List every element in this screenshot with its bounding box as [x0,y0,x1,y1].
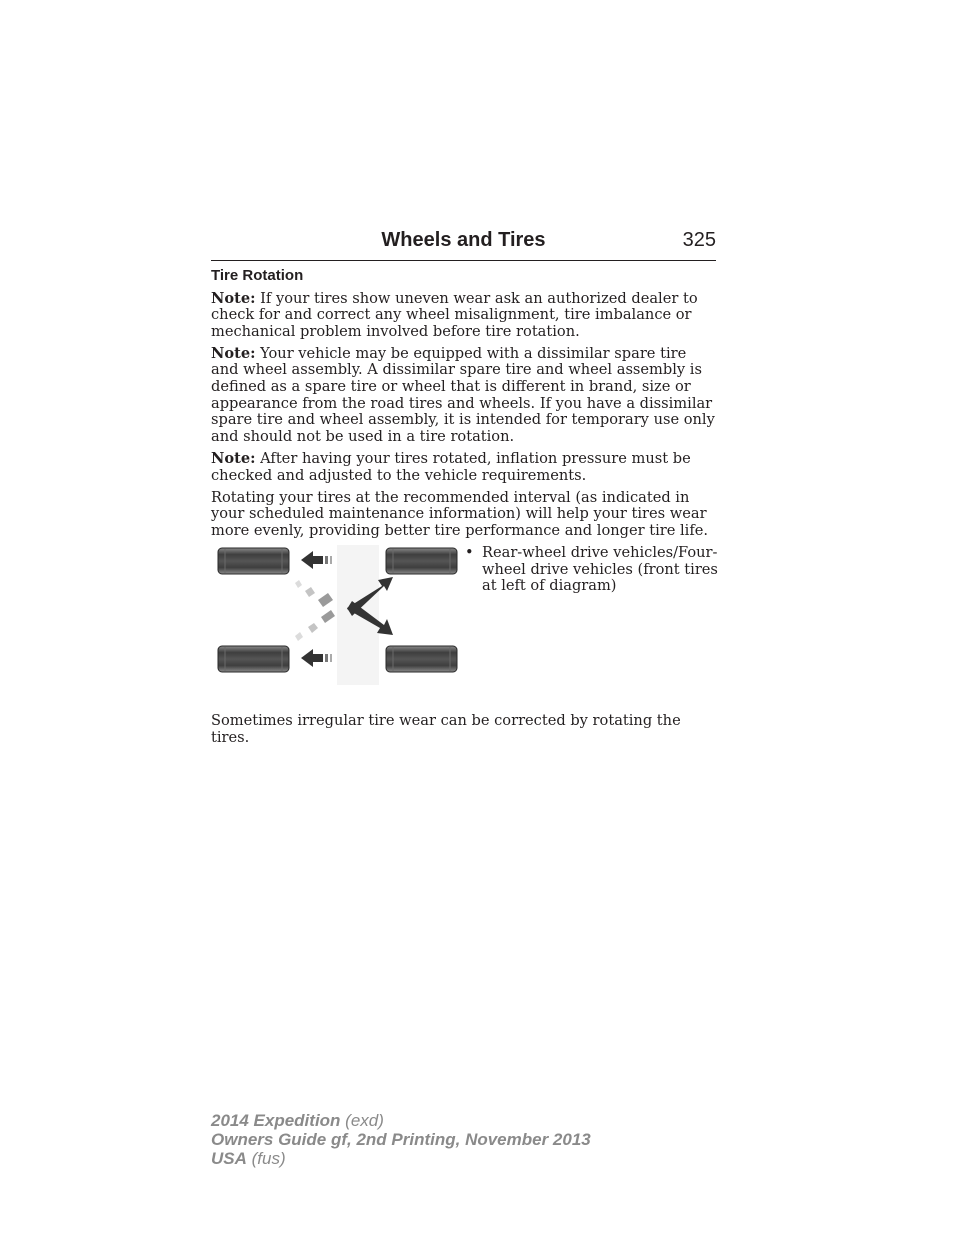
closing-paragraph: Sometimes irregular tire wear can be corrected by rotating the tires. [211,712,681,746]
tire-rear-left-icon [386,548,457,574]
arrow-rear-to-front-top-icon [301,551,332,569]
tire-rotation-diagram [217,545,459,685]
footer-model-code: (exd) [340,1111,384,1130]
footer-guide: Owners Guide gf, 2nd Printing, November 2013 [211,1130,591,1149]
rotation-figure [211,545,718,695]
note-text: After having your tires rotated, inflation pressure must be checked and adjusted to the vehicle requirements. [211,449,691,484]
note-paragraph [211,451,718,484]
section-heading: Tire Rotation [211,267,304,284]
bullet-item [465,545,725,595]
footer-model: 2014 Expedition [211,1111,341,1130]
footer-line-region [211,1149,591,1168]
note-text: If your tires show uneven wear ask an authorized dealer to check for and correct any wheel misalignment, tire imbalance or mechanical problem involved before tire rotation. [211,289,698,340]
footer-region-code: (fus) [246,1149,286,1168]
page-footer [211,1111,591,1168]
footer-region: USA [211,1149,247,1168]
bullet-text: Rear-wheel drive vehicles/Four-wheel drive vehicles (front tires at left of diagram) [482,543,718,595]
chapter-title: Wheels and Tires [381,229,546,251]
note-text: Your vehicle may be equipped with a dissimilar spare tire and wheel assembly. A dissimilar spare tire and wheel assembly is defined as a spare tire or wheel that is different in brand, size or appearance from the road tires and wheels. If you have a dissimilar spare tire and wheel assembly, it is intended for temporary use only and should not be used in a tire rotation. [211,344,715,445]
arrow-rear-to-front-bottom-icon [301,649,332,667]
main-content [211,268,718,695]
tire-front-left-icon [218,548,289,574]
note-label: Note: [211,449,256,467]
page-header [211,228,716,261]
footer-line-model [211,1111,591,1130]
bullet-mark: • [465,543,474,561]
note-label: Note: [211,344,256,362]
tire-front-right-icon [218,646,289,672]
page-number: 325 [682,229,716,251]
note-paragraph [211,346,718,446]
note-paragraph [211,291,718,341]
note-label: Note: [211,289,256,307]
tire-rear-right-icon [386,646,457,672]
footer-line-guide [211,1130,591,1149]
intro-paragraph: Rotating your tires at the recommended interval (as indicated in your scheduled maintenance information) will help your tires wear more evenly, providing better tire performance and longer tire life. [211,488,709,539]
